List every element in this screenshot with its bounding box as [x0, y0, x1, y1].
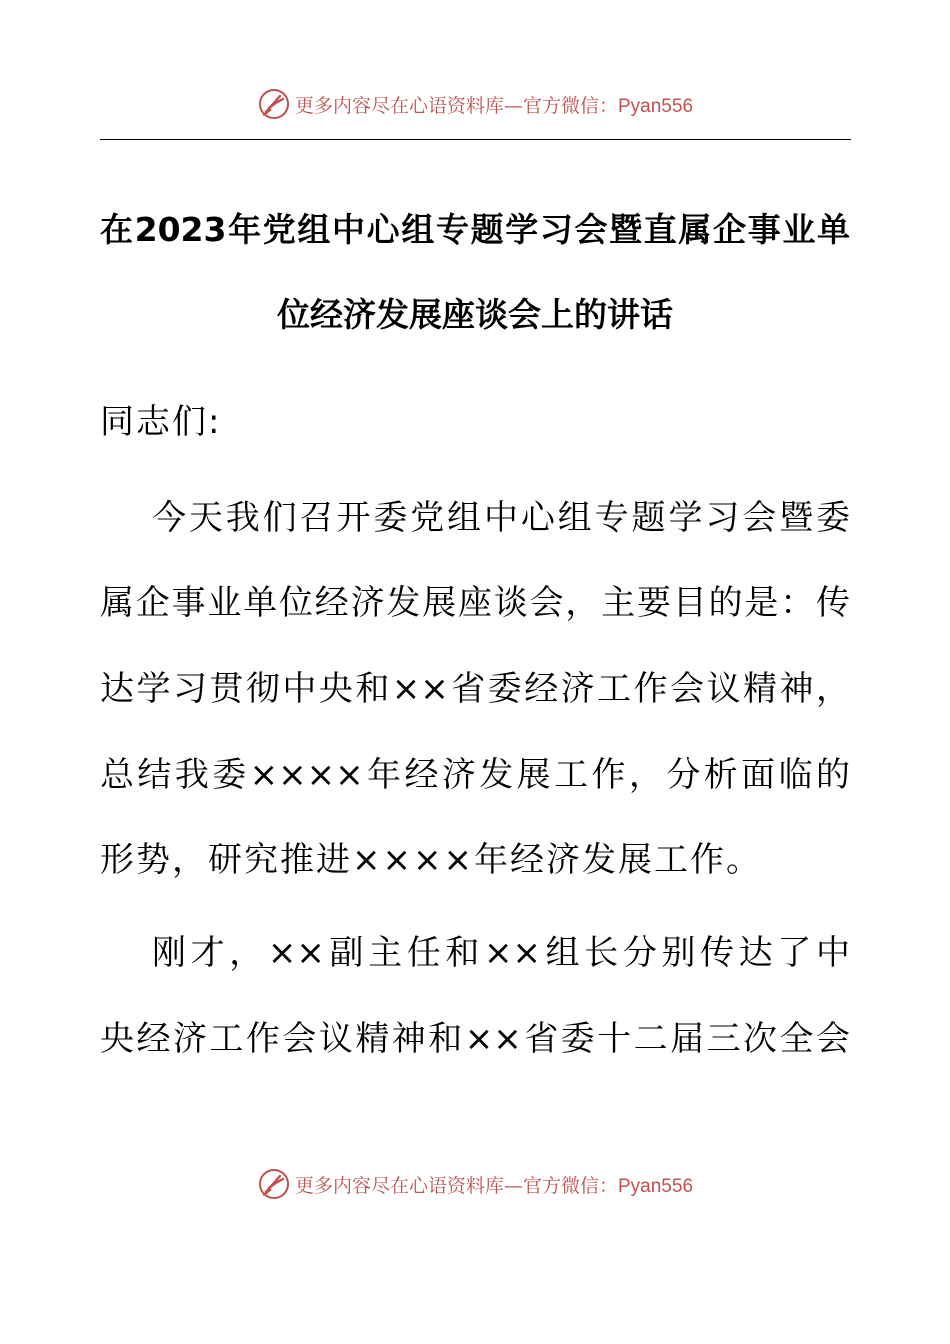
- quill-logo-icon: [257, 1167, 291, 1201]
- banner-wechat-label: 官方微信：: [522, 94, 618, 117]
- banner-slogan: 更多内容尽在心语资料库: [294, 94, 504, 117]
- header-banner: [0, 84, 950, 124]
- banner-wechat-id: Pyan556: [618, 1175, 694, 1197]
- paragraph-1-line-1: 今天我们召开委党组中心组专题学习会暨委: [152, 498, 850, 538]
- paragraph-2-line-2: 央经济工作会议精神和××省委十二届三次全会: [100, 1019, 850, 1059]
- document-title-line-2: 位经济发展座谈会上的讲话: [277, 295, 673, 334]
- quill-logo-icon: [257, 87, 291, 121]
- footer-banner: [0, 1164, 950, 1204]
- paragraph-1-line-4: 总结我委××××年经济发展工作，分析面临的: [100, 755, 850, 795]
- banner-text: [295, 1171, 693, 1198]
- banner-slogan: 更多内容尽在心语资料库: [294, 1174, 504, 1197]
- banner-wechat-label: 官方微信：: [522, 1174, 618, 1197]
- paragraph-1-line-5: 形势，研究推进××××年经济发展工作。: [100, 840, 762, 880]
- header-divider: [100, 139, 851, 140]
- banner-separator: —: [503, 94, 523, 117]
- paragraph-2-line-1: 刚才，××副主任和××组长分别传达了中: [152, 933, 850, 973]
- banner-text: [295, 91, 693, 118]
- paragraph-1-line-2: 属企事业单位经济发展座谈会，主要目的是：传: [100, 583, 850, 623]
- banner-separator: —: [503, 1174, 523, 1197]
- banner-wechat-id: Pyan556: [618, 95, 694, 117]
- salutation: 同志们:: [100, 402, 222, 442]
- document-title-line-1: 在2023年党组中心组专题学习会暨直属企事业单: [100, 210, 850, 249]
- paragraph-1-line-3: 达学习贯彻中央和××省委经济工作会议精神，: [100, 669, 850, 709]
